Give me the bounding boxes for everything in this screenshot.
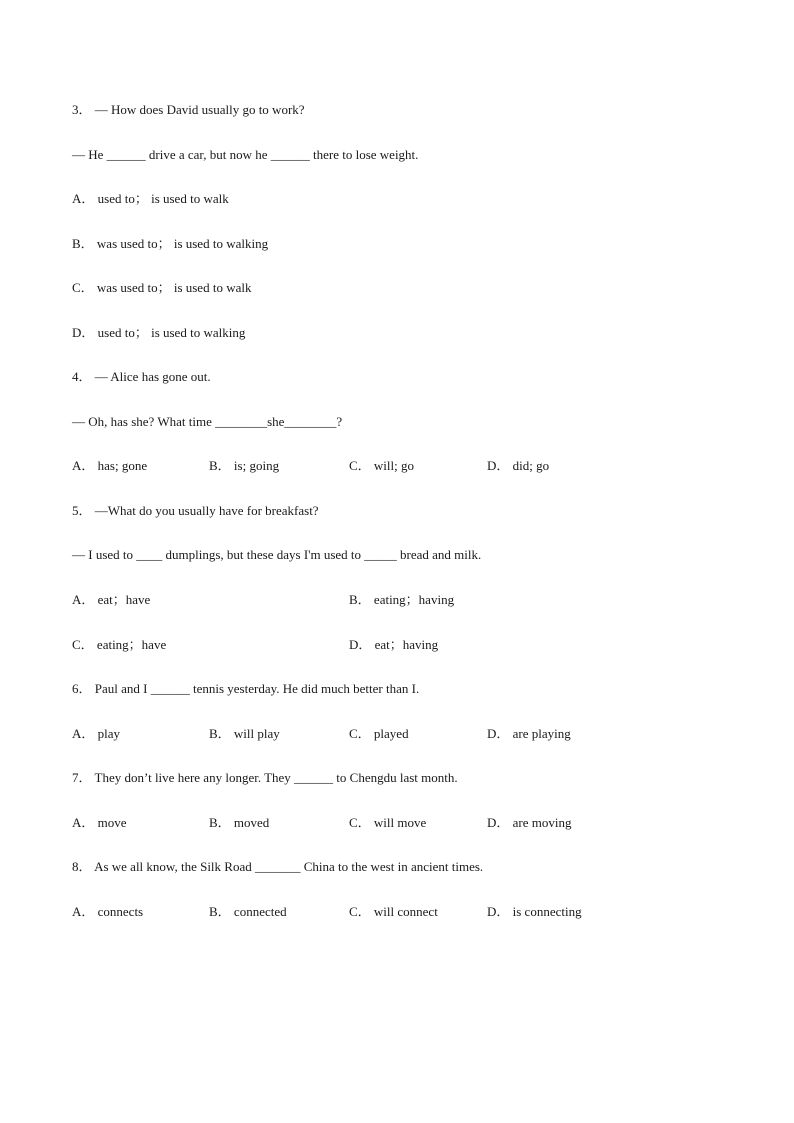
- question-4-option-c: C． will; go: [349, 458, 415, 473]
- question-4-option-b: B． is; going: [209, 458, 280, 473]
- question-text: —What do you usually have for breakfast?: [94, 503, 319, 518]
- question-number: 3．: [72, 102, 92, 117]
- question-text: Paul and I ______ tennis yesterday. He did much better than I.: [94, 681, 420, 696]
- question-4-stem: [72, 368, 211, 386]
- question-3-followup: — He ______ drive a car, but now he ______ there to lose weight.: [72, 147, 419, 162]
- question-3-option-a: A． used to； is used to walk: [72, 191, 229, 206]
- question-number: 6．: [72, 681, 92, 696]
- question-8-option-d: D． is connecting: [487, 904, 582, 919]
- question-3-option-d: D． used to； is used to walking: [72, 325, 246, 340]
- question-8-stem: [72, 858, 483, 876]
- question-5-followup: — I used to ____ dumplings, but these days I'm used to _____ bread and milk.: [72, 547, 482, 562]
- question-number: 7．: [72, 770, 92, 785]
- question-3-stem: [72, 101, 305, 119]
- question-number: 5．: [72, 503, 92, 518]
- question-8-option-b: B． connected: [209, 904, 287, 919]
- question-6-stem: [72, 680, 419, 698]
- question-7-option-c: C． will move: [349, 815, 427, 830]
- question-6-option-b: B． will play: [209, 726, 280, 741]
- question-7-stem: [72, 769, 458, 787]
- question-7-option-d: D． are moving: [487, 815, 572, 830]
- question-text: They don’t live here any longer. They ______ to Chengdu last month.: [94, 770, 458, 785]
- question-3-option-c: C． was used to； is used to walk: [72, 280, 252, 295]
- question-text: — How does David usually go to work?: [94, 102, 305, 117]
- question-text: As we all know, the Silk Road _______ China to the west in ancient times.: [94, 859, 484, 874]
- question-4-option-d: D． did; go: [487, 458, 550, 473]
- question-8-option-a: A． connects: [72, 904, 144, 919]
- question-number: 8．: [72, 859, 92, 874]
- question-text: — Alice has gone out.: [94, 369, 211, 384]
- question-8-option-c: C． will connect: [349, 904, 438, 919]
- question-5-stem: [72, 502, 319, 520]
- question-5-option-a: A． eat；have: [72, 592, 151, 607]
- question-5-option-c: C． eating；have: [72, 637, 167, 652]
- question-3-option-b: B． was used to； is used to walking: [72, 236, 269, 251]
- question-6-option-a: A． play: [72, 726, 121, 741]
- question-7-option-a: A． move: [72, 815, 127, 830]
- question-6-option-d: D． are playing: [487, 726, 571, 741]
- question-5-option-d: D． eat；having: [349, 637, 439, 652]
- question-4-followup: — Oh, has she? What time ________she________?: [72, 414, 343, 429]
- question-4-option-a: A． has; gone: [72, 458, 148, 473]
- question-number: 4．: [72, 369, 92, 384]
- question-6-option-c: C． played: [349, 726, 409, 741]
- question-7-option-b: B． moved: [209, 815, 270, 830]
- question-5-option-b: B． eating；having: [349, 592, 455, 607]
